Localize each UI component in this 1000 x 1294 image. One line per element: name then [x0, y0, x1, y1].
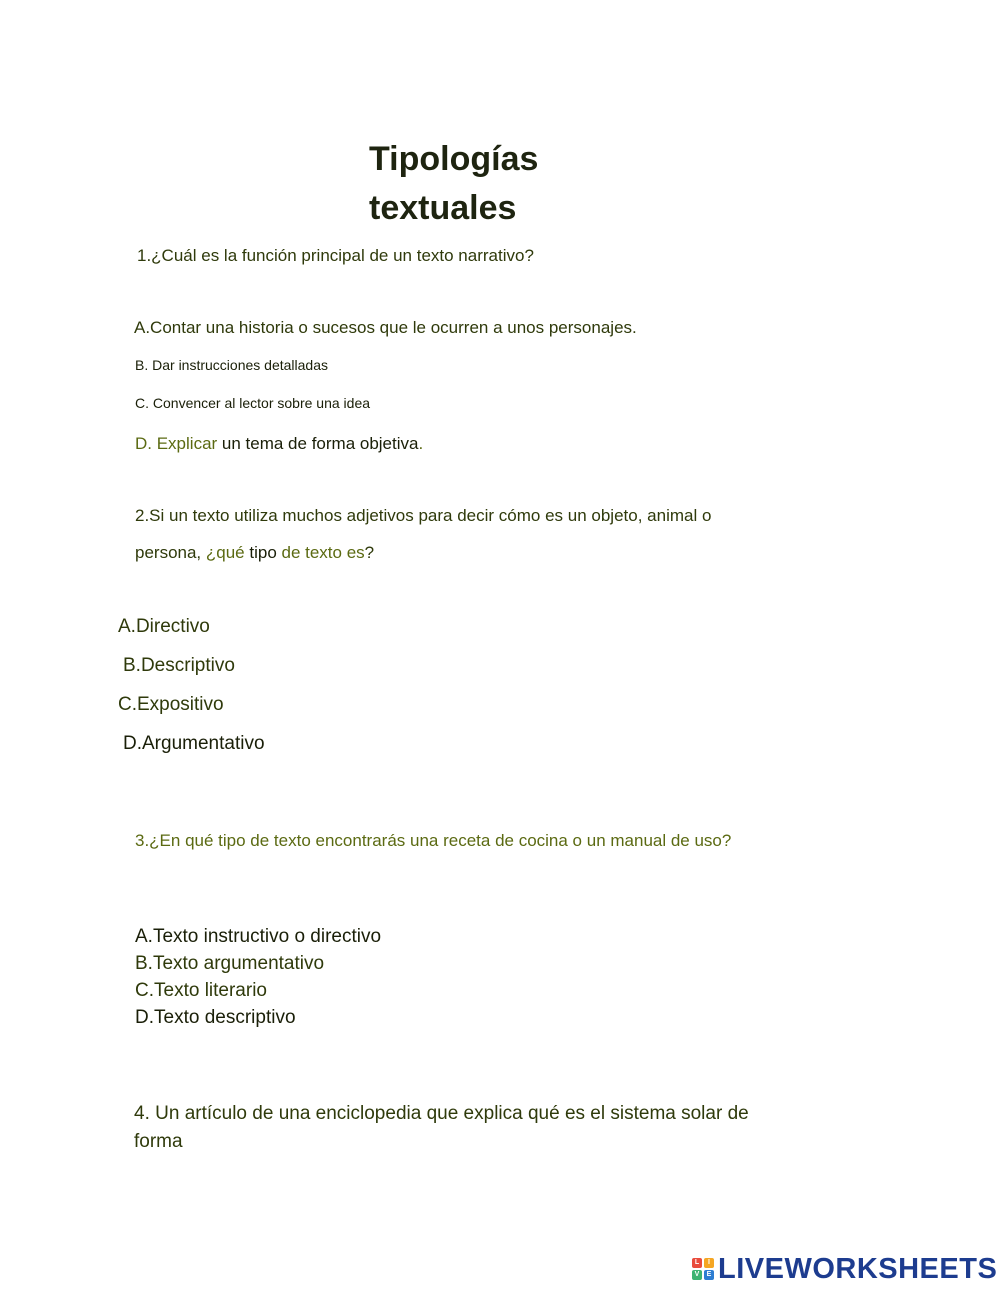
q2-line2-part-c: tipo [244, 543, 282, 562]
q1-option-d [135, 434, 423, 454]
liveworksheets-logo[interactable] [692, 1253, 997, 1285]
page-title-line1: Tipologías [369, 140, 539, 178]
q1-option-d-end: . [418, 434, 424, 453]
question-3: 3.¿En qué tipo de texto encontrarás una receta de cocina o un manual de uso? [135, 831, 732, 850]
q1-option-d-prefix: D. Explicar [135, 434, 218, 453]
logo-mark-icon [692, 1258, 714, 1280]
page-title-line2: textuales [369, 189, 517, 227]
logo-mark-i: I [704, 1258, 714, 1268]
q2-line2-part-b: ¿qué [205, 543, 245, 562]
q2-option-d: D.Argumentativo [123, 733, 265, 754]
logo-mark-v: V [692, 1270, 702, 1280]
question-1: 1.¿Cuál es la función principal de un texto narrativo? [137, 246, 534, 265]
q3-option-d: D.Texto descriptivo [135, 1007, 296, 1028]
q2-option-c: C.Expositivo [118, 694, 224, 715]
q1-option-d-rest: un tema de forma objetiva [217, 434, 419, 453]
question-2-line2 [135, 543, 374, 563]
logo-text: LIVEWORKSHEETS [718, 1252, 998, 1285]
q2-option-a: A.Directivo [118, 616, 210, 637]
q2-line2-part-d: de texto es [281, 543, 365, 562]
question-4-line2: forma [134, 1131, 183, 1152]
q2-line2-part-e: ? [364, 543, 375, 562]
q3-option-b: B.Texto argumentativo [135, 953, 325, 974]
q3-option-c: C.Texto literario [135, 980, 267, 1001]
q3-option-a: A.Texto instructivo o directivo [135, 926, 382, 947]
logo-mark-e: E [704, 1270, 714, 1280]
question-2-line1: 2.Si un texto utiliza muchos adjetivos para decir cómo es un objeto, animal o [135, 506, 712, 525]
q1-option-a: A.Contar una historia o sucesos que le ocurren a unos personajes. [134, 318, 637, 337]
logo-mark-l: L [692, 1258, 702, 1268]
q2-option-b: B.Descriptivo [123, 655, 235, 676]
question-4-line1: 4. Un artículo de una enciclopedia que explica qué es el sistema solar de [134, 1103, 749, 1124]
q1-option-c: C. Convencer al lector sobre una idea [135, 395, 371, 411]
q2-line2-part-a: persona, [135, 543, 206, 562]
q1-option-b: B. Dar instrucciones detalladas [135, 357, 328, 373]
